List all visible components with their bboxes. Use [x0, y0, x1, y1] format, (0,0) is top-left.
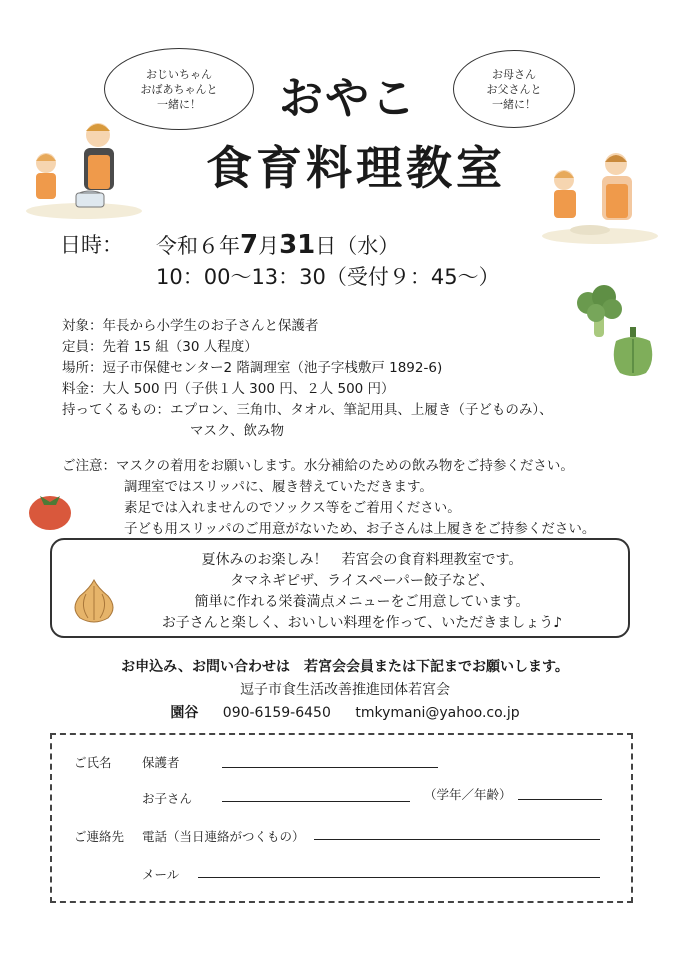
promo-line-2: タマネギピザ、ライスペーパー餃子など、: [230, 573, 494, 589]
phone-field[interactable]: [314, 839, 600, 840]
note-line-1: ご注意：マスクの着用をお願いします。水分補給のための飲み物をご持参ください。: [62, 458, 574, 474]
cooking-family-left-illustration: [24, 115, 144, 220]
date-month: 7: [240, 230, 259, 260]
name-label: ご氏名: [74, 755, 112, 770]
date-month-suffix: 月: [258, 234, 280, 258]
apply-instructions: お申込み、お問い合わせは 若宮会会員または下記までお願いします。: [121, 659, 569, 675]
contact-line: [0, 702, 690, 725]
note-line-2: 調理室ではスリッパに、履き替えていただきます。: [124, 479, 433, 495]
promo-line-3: 簡単に作れる栄養満点メニューをご用意しています。: [194, 594, 530, 610]
speech-bubble-parents: [453, 50, 575, 128]
organizer-name: 逗子市食生活改善推進団体若宮会: [240, 682, 450, 698]
green-pepper-icon: [610, 327, 656, 377]
bubble-text-line: おばあちゃんと: [140, 82, 218, 96]
title-line-2: 食育料理教室: [206, 141, 506, 195]
bubble-text-line: お母さん: [492, 67, 536, 81]
child-label: お子さん: [142, 791, 193, 806]
guardian-label: 保護者: [142, 755, 180, 770]
datetime-label: 日時：: [60, 233, 123, 257]
bubble-text-line: 一緒に！: [492, 97, 536, 111]
detail-bring-2: マスク、飲み物: [190, 423, 284, 439]
event-datetime: [60, 230, 540, 294]
note-line-4: 子ども用スリッパのご用意がないため、お子さんは上履きをご持参ください。: [124, 521, 596, 537]
detail-place: 場所：逗子市保健センター2 階調理室（池子字桟敷戸 1892-6): [62, 360, 443, 376]
bubble-text-line: おじいちゃん: [146, 67, 212, 81]
date-day-suffix: 日（水）: [315, 234, 400, 258]
phone-label: 電話（当日連絡がつくもの）: [142, 829, 305, 844]
grade-field[interactable]: [518, 799, 602, 800]
detail-capacity: 定員：先着 15 組（30 人程度）: [62, 339, 258, 355]
promo-line-4: お子さんと楽しく、おいしい料理を作って、いただきましょう♪: [161, 615, 563, 631]
contact-email[interactable]: tmkymani@yahoo.co.jp: [355, 705, 520, 721]
event-details: [62, 316, 553, 442]
promo-text: [112, 550, 612, 634]
child-name-field[interactable]: [222, 801, 410, 802]
date-day: 31: [279, 230, 316, 260]
grade-label: （学年／年齢）: [424, 787, 512, 802]
detail-bring-1: 持ってくるもの：エプロン、三角巾、タオル、筆記用具、上履き（子どものみ）、: [62, 402, 553, 418]
event-date: [156, 230, 399, 261]
title-line-1: おやこ: [279, 73, 417, 124]
mail-field[interactable]: [198, 877, 600, 878]
note-line-3: 素足では入れませんのでソックス等をご着用ください。: [124, 500, 461, 516]
date-prefix: 令和６年: [156, 234, 240, 258]
guardian-name-field[interactable]: [222, 767, 438, 768]
application-form: [50, 733, 633, 903]
contact-phone[interactable]: 090-6159-6450: [222, 705, 331, 721]
promo-line-1: 夏休みのお楽しみ！ 若宮会の食育料理教室です。: [201, 552, 523, 568]
detail-target: 対象：年長から小学生のお子さんと保護者: [62, 318, 319, 334]
mail-label: メール: [142, 867, 180, 882]
promo-box: [50, 538, 630, 638]
contact-person: 園谷: [170, 705, 199, 721]
bubble-text-line: お父さんと: [486, 82, 542, 96]
detail-fee: 料金：大人 500 円（子供１人 300 円、２人 500 円）: [62, 381, 395, 397]
event-time: 10：00〜13：30（受付９：45〜）: [156, 265, 500, 289]
event-notes: [62, 456, 595, 540]
cooking-family-right-illustration: [540, 150, 660, 245]
contact-info: [0, 656, 690, 725]
bubble-text-line: 一緒に！: [157, 97, 201, 111]
contact-label: ご連絡先: [74, 829, 125, 844]
